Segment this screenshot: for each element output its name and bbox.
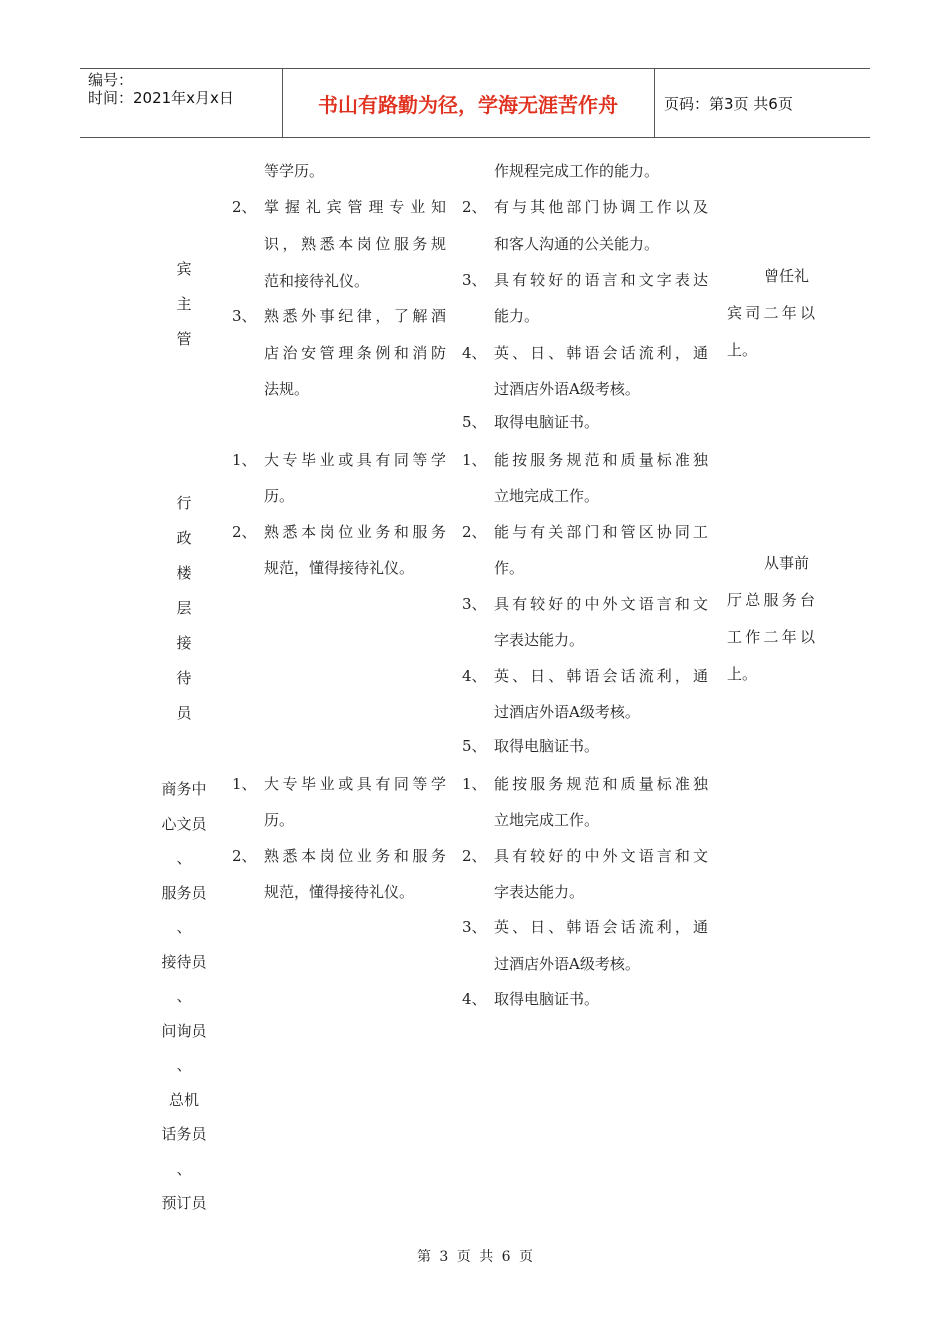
skill-item-line: 英、日、韩语会话流利，通	[494, 667, 708, 685]
experience-line: 上。	[727, 665, 758, 683]
position-title	[170, 486, 198, 731]
skill-item-line: 具有较好的中外文语言和文	[494, 595, 708, 613]
skill-item-number: 1、	[462, 775, 487, 793]
skill-item-line: 取得电脑证书。	[494, 413, 600, 431]
education-item-number: 3、	[232, 307, 257, 325]
position-char: 预订员	[161, 1194, 207, 1212]
skill-item-line: 具有较好的语言和文字表达	[494, 271, 708, 289]
education-item-number: 1、	[232, 775, 257, 793]
skill-item-number: 3、	[462, 918, 487, 936]
position-char: 话务员	[161, 1125, 207, 1143]
skill-item-line: 和客人沟通的公关能力。	[494, 235, 660, 253]
education-item-line: 大专毕业或具有同等学	[264, 775, 446, 793]
skill-item-number: 5、	[462, 413, 487, 431]
skill-item-line: 能按服务规范和质量标准独	[494, 451, 708, 469]
education-item-line: 熟悉外事纪律，了解酒	[264, 307, 446, 325]
position-char: 、	[176, 918, 192, 936]
experience-line: 从事前	[764, 554, 810, 572]
education-item-line: 掌握礼宾管理专业知	[264, 198, 446, 216]
experience-line: 宾司二年以	[727, 304, 815, 322]
position-title	[170, 252, 198, 357]
skill-item-line: 能力。	[494, 307, 540, 325]
education-item-line: 规范，懂得接待礼仪。	[264, 883, 415, 901]
education-item-number: 1、	[232, 451, 257, 469]
header-motto: 书山有路勤为径，学海无涯苦作舟	[318, 92, 618, 117]
position-char: 宾	[176, 260, 192, 278]
education-item-number: 2、	[232, 847, 257, 865]
position-char: 楼	[176, 564, 192, 582]
position-char: 主	[176, 295, 192, 313]
skill-item-line: 具有较好的中外文语言和文	[494, 847, 708, 865]
skill-item-number: 2、	[462, 198, 487, 216]
skill-item-line: 英、日、韩语会话流利，通	[494, 918, 708, 936]
education-item-line: 大专毕业或具有同等学	[264, 451, 446, 469]
position-char: 、	[176, 987, 192, 1005]
header-page-number: 页码：第3页 共6页	[664, 94, 793, 113]
page-footer: 第 3 页 共 6 页	[416, 1249, 534, 1265]
position-char: 、	[176, 849, 192, 867]
education-continued: 等学历。	[264, 162, 325, 180]
skill-item-line: 立地完成工作。	[494, 811, 600, 829]
skill-item-number: 2、	[462, 523, 487, 541]
skill-item-line: 能与有关部门和管区协同工	[494, 523, 708, 541]
document-time-label: 时间：2021年x月x日	[88, 89, 234, 107]
position-char: 接待员	[161, 952, 207, 971]
skill-continued: 作规程完成工作的能力。	[494, 162, 660, 180]
skill-item-line: 字表达能力。	[494, 883, 585, 901]
position-char: 政	[176, 529, 192, 547]
position-char: 行	[176, 494, 192, 512]
position-char: 员	[176, 704, 192, 722]
position-char: 待	[176, 669, 192, 687]
position-char: 服务员	[161, 883, 207, 902]
position-char: 心文员	[161, 814, 207, 833]
skill-item-number: 4、	[462, 990, 487, 1008]
education-item-line: 店治安管理条例和消防	[264, 344, 446, 362]
skill-item-number: 4、	[462, 344, 487, 362]
skill-item-number: 3、	[462, 595, 487, 613]
skill-item-line: 取得电脑证书。	[494, 990, 600, 1008]
education-item-line: 熟悉本岗位业务和服务	[264, 847, 446, 865]
experience-line: 厅总服务台	[727, 591, 815, 609]
position-char: 问询员	[161, 1021, 207, 1040]
education-item-number: 2、	[232, 523, 257, 541]
position-title	[150, 772, 218, 1221]
education-item-line: 历。	[264, 487, 295, 505]
education-item-line: 法规。	[264, 380, 310, 398]
position-char: 接	[176, 634, 192, 652]
position-char: 、	[176, 1056, 192, 1074]
skill-item-number: 1、	[462, 451, 487, 469]
experience-line: 工作二年以	[727, 628, 815, 646]
education-item-line: 规范，懂得接待礼仪。	[264, 559, 415, 577]
skill-item-line: 字表达能力。	[494, 631, 585, 649]
education-item-line: 历。	[264, 811, 295, 829]
position-char: 总机	[168, 1090, 199, 1109]
education-item-line: 熟悉本岗位业务和服务	[264, 523, 446, 541]
page-header	[80, 68, 870, 138]
header-divider	[654, 69, 655, 137]
skill-item-number: 3、	[462, 271, 487, 289]
document-code-label: 编号：	[88, 71, 134, 89]
skill-item-line: 过酒店外语A级考核。	[494, 955, 640, 973]
position-char: 商务中	[161, 780, 207, 798]
education-item-line: 范和接待礼仪。	[264, 272, 370, 290]
education-item-number: 2、	[232, 198, 257, 216]
position-char: 层	[176, 599, 192, 617]
position-char: 、	[176, 1159, 192, 1178]
skill-item-line: 过酒店外语A级考核。	[494, 380, 640, 398]
position-char: 管	[176, 330, 192, 348]
skill-item-line: 有与其他部门协调工作以及	[494, 198, 708, 216]
skill-item-line: 取得电脑证书。	[494, 737, 600, 755]
experience-line: 曾任礼	[764, 267, 810, 285]
skill-item-number: 2、	[462, 847, 487, 865]
education-item-line: 识，熟悉本岗位服务规	[264, 235, 446, 253]
skill-item-line: 过酒店外语A级考核。	[494, 703, 640, 721]
skill-item-line: 立地完成工作。	[494, 487, 600, 505]
header-meta	[88, 71, 234, 107]
experience-line: 上。	[727, 341, 758, 359]
skill-item-line: 作。	[494, 559, 525, 577]
skill-item-line: 能按服务规范和质量标准独	[494, 775, 708, 793]
skill-item-number: 5、	[462, 737, 487, 755]
skill-item-line: 英、日、韩语会话流利，通	[494, 344, 708, 362]
skill-item-number: 4、	[462, 667, 487, 685]
